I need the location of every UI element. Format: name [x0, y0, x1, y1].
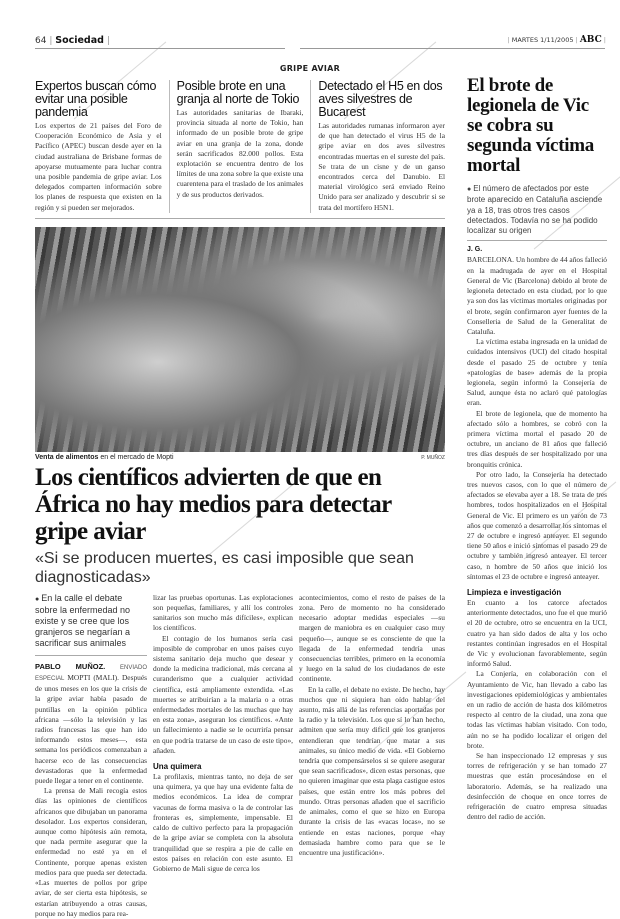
brief-body: Las autoridades sanitarias de Ibaraki, provincia situada al norte de Tokio, han informado de un posible brote de gripe aviar en una granja de la zona, donde serán sacrificados 82.000 pollos. Esta explotación se encuentra dentro de los límites de una zona sobre la que existe una cuarentena para el traslado de los animales y de sus productos derivados.	[176, 108, 304, 199]
side-summary: ● El número de afectados por este brote aparecido en Cataluña asciende ya a 18, tras otros tres casos detectados. Todavía no se ha podido localizar su origen	[467, 184, 607, 236]
main-columns	[35, 593, 445, 919]
main-subhead: «Si se producen muertes, es casi imposible que sean diagnosticadas»	[35, 549, 414, 586]
brief-title: Expertos buscan cómo evitar una posible pandemia	[35, 79, 157, 119]
header-rule	[35, 48, 285, 49]
briefs-row	[35, 80, 445, 213]
side-subhead: Limpieza e investigación	[467, 587, 562, 597]
section-subhead: Una quimera	[153, 762, 202, 772]
paragraph: En la calle, el debate no existe. De hecho, hay muchos que ni siquiera han oído hablar del asunto, más allá de las referencias aportadas por la radio y la televisión. Los que sí lo han hecho, admiten que sería muy difícil que los granjeros entendieran que tendrían que matar a sus animales, su único medio de vida. «El Gobierno tendría que compensárselos si se quiere asegurar que sean sacrificados», dicen estas personas, que no quieren imaginar que esta plaga castigue estos países, que están entre los más pobres del mundo. Otras personas añaden que el sacrificio de animales, como el que se hizo en Europa durante la crisis de las «vacas locas», no se entiende en estas naciones, porque «hay demasiada hambre como para que se le encuentre una justificación».	[299, 684, 445, 857]
header-rule-right	[300, 48, 605, 49]
side-headline: El brote de legionela de Vic se cobra su segunda víctima mortal	[467, 75, 594, 176]
main-block	[35, 64, 445, 919]
paragraph: Se han inspeccionado 12 empresas y sus torres de refrigeración y se han tomado 27 muestras que están procesándose en el laboratorio. Además, se ha realizado una desinfección de choque en once torres de refrigeración de cuatro empresa situadas dentro del radio de acción.	[467, 751, 607, 822]
summary-rule	[35, 655, 147, 656]
paragraph: La víctima estaba ingresada en la unidad de cuidados intensivos (UCI) del citado hospital desde el pasado 25 de octubre y tenía «patologías de base» además de la propia legionela, según informó la Consejería de Salud, aunque ésta no aclaró qué patologías eran.	[467, 337, 607, 408]
paragraph: El contagio de los humanos sería casi imposible de comprobar en unos países cuyo sistema sanitario deja mucho que desear y donde la medicina tradicional, más cercana al curanderismo que a cualquier actividad científica, está ampliamente extendida. «Las muertes se atribuirían a la malaria o a otras enfermedades mortales de las muchas que hay en esta zona», aseguran los científicos. «Ante un fallecimiento a nadie se le ocurriría pensar en que podría tratarse de un caso de este tipo», añaden.	[153, 633, 293, 755]
brief-1	[35, 80, 169, 213]
byline-role: ENVIADO ESPECIAL	[35, 664, 147, 683]
paragraph: La prensa de Mali recogía estos días las opiniones de científicos africanos que dibujaban un panorama desolador. Los expertos consideran, aunque como hipótesis aún remota, que nada permite asegurar que la enfermedad no esté ya en el Continente, porque apenas existen medios para que pueda ser detectada. «Las muertes de pollos por gripe aviar, de ser cierta esta hipótesis, se estarían atribuyendo a otras causas, porque no hay medios para rea-	[35, 786, 147, 918]
side-story	[467, 76, 607, 822]
caption-bold: Venta de alimentos	[35, 453, 99, 461]
page-number: 64	[35, 36, 47, 46]
brief-body: Los expertos de 21 países del Foro de Cooperación Económico de Asia y el Pacífico (APEC) buscan desde ayer en la ciudad australiana de Brisbane formas de apoyarse mutuamente para luchar contra una posible pandemia de gripe aviar. Los delegados comparten información sobre los planes de respuesta que existen en la región y si pueden ser mejorados.	[35, 121, 162, 212]
main-headline: Los científicos advierten de que en África no hay medios para detectar gripe aviar	[35, 463, 392, 545]
main-col-3	[299, 593, 445, 919]
photo-caption	[35, 454, 174, 461]
page-header: 64 | Sociedad |	[35, 35, 110, 46]
photo-credit: P. MUÑOZ	[421, 454, 445, 461]
header-right: | MARTES 1/11/2005 | ABC |	[507, 35, 606, 45]
paragraph: La profilaxis, mientras tanto, no deja de ser una quimera, ya que hay una evidente falta de medios económicos. La idea de comprar vacunas de forma masiva o la de controlar las fronteras es, simplemente, impensable. El caldo de cultivo perfecto para la propagación de la gripe aviar se completa con la absoluta tranquilidad que se respira a pie de calle en estos países en relación con este asunto. El Gobierno de Mali sigue de cerca los	[153, 772, 293, 873]
section-name: Sociedad	[55, 35, 104, 46]
market-photo	[35, 227, 445, 452]
side-byline: J. G.	[467, 246, 483, 254]
paragraph: El brote de legionela, que de momento ha afectado sólo a hombres, se cobró con la primera víctima mortal el pasado 20 de octubre, un anciano de 81 años que falleció tres días después de ser hospitalizado por una bronquitis crónica.	[467, 408, 607, 469]
header-date: MARTES 1/11/2005	[511, 36, 574, 44]
paragraph: MOPTI (MALI). Después de unos meses en los que la crisis de la gripe aviar había pasado de puntillas en la opinión pública africana —sólo la televisión y las radios francesas las que han ido informando estos meses—, esta semana los periódicos comenzaban a hacerse eco de las consecuencias devastadoras que la enfermedad puede llegar a tener en el continente.	[35, 673, 147, 786]
paragraph: Por otro lado, la Consejería ha detectado tres nuevos casos, con lo que el número de afectados se elevaba ayer a 18. Se trata de tres hombres, todos hospitalizados en el Hospital General de Vic. El primero es un varón de 73 años que comenzó a desarrollar los síntomas el 27 de octubre e ingresó anteayer. El segundo tiene 50 años e inició síntomas el pasado 29 de octubre y también ingresó anteayer. El tercer caso, n hombre de 50 años que inició los síntomas el 23 de octubre e ingresó anteayer.	[467, 469, 607, 581]
brief-body: Las autoridades rumanas informaron ayer de que han detectado el virus H5 de la gripe aviar en dos aves silvestres encontradas muertas en el sureste del país. Se trata de un cisne y de un ganso encontrados cerca del Danubio. El material virológico será enviado Reino Unido para ser analizado y descubrir si se trata del mortífero H5N1.	[318, 121, 446, 212]
main-summary: ● En la calle el debate sobre la enfermedad no existe y se cree que los granjeros se negarían a sacrificar sus animales	[35, 593, 147, 649]
paragraph: En cuanto a los catorce afectados anteriormente detectados, uno fue el que murió el 20 de octubre, otro se encuentra en la UCI, cuatro ya han sido dados de alta y los ocho restantes continúan ingresados en el Hospital de Vic y evolucionan favorablemente, según informó Salud.	[467, 597, 607, 669]
brief-2	[169, 80, 311, 213]
briefs-rule	[35, 218, 445, 219]
byline: PABLO MUÑOZ.	[35, 661, 106, 671]
caption-text: en el mercado de Mopti	[100, 453, 174, 461]
side-body	[467, 244, 607, 822]
paragraph: lizar las pruebas oportunas. Las explotaciones son pequeñas, familiares, y allí los controles sanitarios son mucho más difíciles», explican los científicos.	[153, 592, 293, 633]
brief-title: Posible brote en una granja al norte de Tokio	[176, 79, 300, 106]
brief-title: Detectado el H5 en dos aves silvestres de Bucarest	[318, 79, 443, 119]
paragraph: BARCELONA. Un hombre de 44 años falleció en la madrugada de ayer en el Hospital General de Vic (Barcelona) debido al brote de legionela detectado en esta ciudad, por lo que ya son dos las víctimas mortales originadas por el brote, según confirmaron ayer fuentes de la Conselleria de Salud de la Generalitat de Cataluña.	[467, 255, 607, 336]
brief-3	[310, 80, 445, 213]
photo-caption-row	[35, 454, 445, 461]
abc-logo: ABC	[579, 35, 602, 45]
kicker: GRIPE AVIAR	[279, 64, 341, 73]
main-col-1	[35, 593, 147, 919]
paragraph: La Conjería, en colaboración con el Ayuntamiento de Vic, han llevado a cabo las investigaciones epidemiológicas y ambientales en un radio de acción de hasta dos kilómetros respecto al centro de la ciudad, una zona que todas las víctimas habían visitado. Con todo, aún no se ha podido localizar el origen del brote.	[467, 669, 607, 750]
paragraph: acontecimientos, como el resto de países de la zona. Pero de momento no ha considerado necesario adoptar medidas especiales —su margen de maniobra es en cualquier caso muy pequeño—, aunque se es consciente de que la llegada de la enfermedad tendría unas consecuencias terribles, primero en la economía y luego en la salud de los ciudadanos de este continente.	[299, 592, 445, 684]
side-rule	[467, 240, 607, 241]
main-col-2	[153, 593, 293, 919]
